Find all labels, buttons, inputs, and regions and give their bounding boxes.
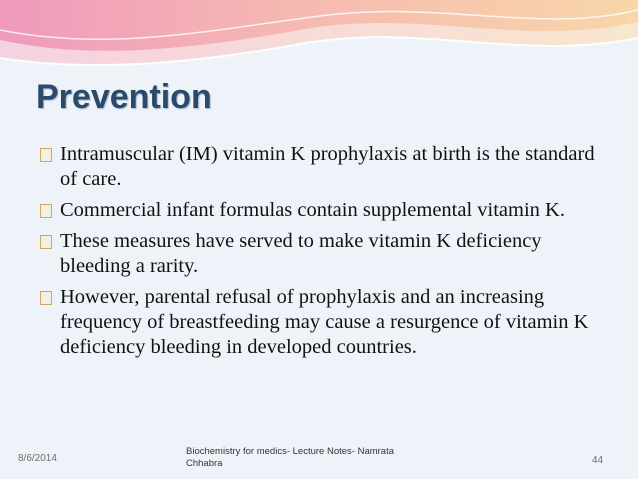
- empty-square-bullet-icon: [40, 235, 52, 249]
- bullet-item: [36, 229, 596, 279]
- footer-credit: Biochemistry for medics- Lecture Notes- Namrata Chhabra: [186, 446, 395, 469]
- bullet-item: [36, 285, 596, 360]
- bullet-text: However, parental refusal of prophylaxis and an increasing frequency of breastfeeding may cause a resurgence of vitamin K deficiency bleeding in developed countries.: [60, 286, 589, 358]
- bullet-text: These measures have served to make vitamin K deficiency bleeding a rarity.: [60, 230, 542, 277]
- page-number: 44: [592, 455, 604, 466]
- bullet-text: Commercial infant formulas contain supplemental vitamin K.: [60, 199, 565, 221]
- empty-square-bullet-icon: [40, 148, 52, 162]
- slide-title: Prevention: [36, 78, 212, 116]
- empty-square-bullet-icon: [40, 291, 52, 305]
- bullet-list: [36, 142, 596, 366]
- empty-square-bullet-icon: [40, 204, 52, 218]
- decorative-wave-banner: [0, 0, 638, 80]
- bullet-text: Intramuscular (IM) vitamin K prophylaxis at birth is the standard of care.: [60, 143, 595, 190]
- bullet-item: [36, 198, 596, 223]
- bullet-item: [36, 142, 596, 192]
- footer-date: 8/6/2014: [18, 453, 57, 464]
